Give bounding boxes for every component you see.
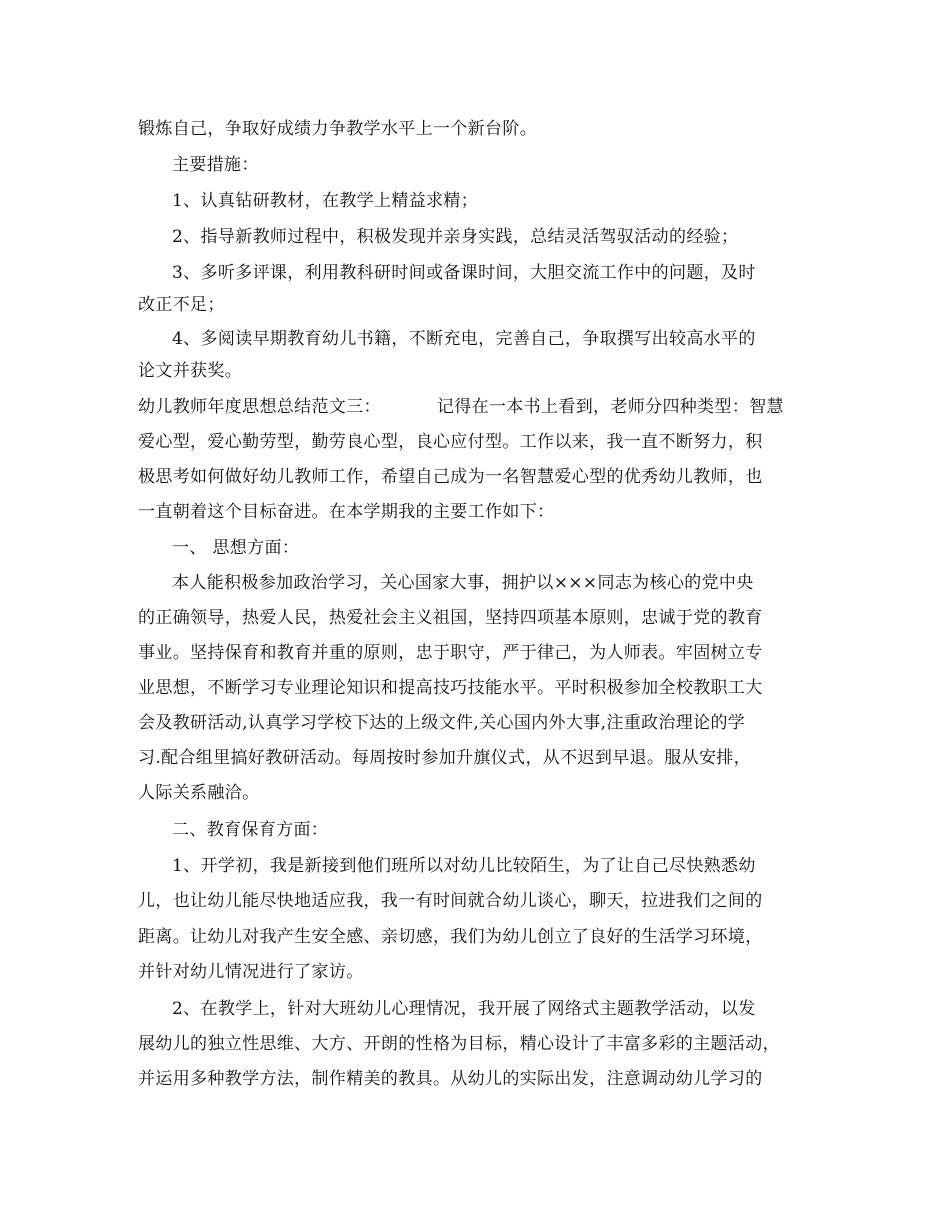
text-line	[138, 395, 828, 419]
text-line: 爱心型，爱心勤劳型，勤劳良心型，良心应付型。工作以来，我一直不断努力，积	[138, 432, 763, 452]
text-line: 锻炼自己，争取好成绩力争教学水平上一个新台阶。	[138, 119, 538, 139]
text-line: 业思想，不断学习专业理论知识和提高技巧技能水平。平时积极参加全校教职工大	[138, 678, 763, 698]
section-heading: 二、教育保育方面：	[172, 820, 329, 840]
text-line: 人际关系融洽。	[138, 783, 260, 803]
paragraph-line: 2、在教学上，针对大班幼儿心理情况，我开展了网络式主题教学活动，以发	[172, 999, 756, 1019]
list-item: 2、指导新教师过程中，积极发现并亲身实践，总结灵活驾驭活动的经验；	[172, 227, 739, 247]
text-line: 距离。让幼儿对我产生安全感、亲切感，我们为幼儿创立了良好的生活学习环境，	[138, 927, 763, 947]
text-line: 展幼儿的独立性思维、大方、开朗的性格为目标，精心设计了丰富多彩的主题活动，	[138, 1034, 780, 1054]
list-item: 3、多听多评课，利用教科研时间或备课时间，大胆交流工作中的问题，及时	[172, 263, 756, 283]
text-line: 事业。坚持保育和教育并重的原则，忠于职守，严于律己，为人师表。牢固树立专	[138, 643, 763, 663]
document-title: 幼儿教师年度思想总结范文三：	[138, 397, 381, 417]
paragraph-start: 记得在一本书上看到，老师分四种类型：智慧	[436, 397, 784, 417]
paragraph-line: 本人能积极参加政治学习，关心国家大事，拥护以×××同志为核心的党中央	[172, 573, 754, 593]
text-line: 一直朝着这个目标奋进。在本学期我的主要工作如下：	[138, 502, 555, 522]
list-item: 4、多阅读早期教育幼儿书籍，不断充电，完善自己，争取撰写出较高水平的	[172, 329, 756, 349]
text-line: 极思考如何做好幼儿教师工作，希望自己成为一名智慧爱心型的优秀幼儿教师，也	[138, 467, 763, 487]
text-line: 并针对幼儿情况进行了家访。	[138, 962, 364, 982]
text-line: 会及教研活动,认真学习学校下达的上级文件,关心国内外大事,注重政治理论的学	[138, 713, 746, 733]
text-line: 的正确领导，热爱人民，热爱社会主义祖国，坚持四项基本原则，忠诚于党的教育	[138, 608, 763, 628]
text-line: 并运用多种教学方法，制作精美的教具。从幼儿的实际出发，注意调动幼儿学习的	[138, 1069, 763, 1089]
list-item: 1、认真钻研教材，在教学上精益求精；	[172, 191, 479, 211]
text-line: 儿，也让幼儿能尽快地适应我，我一有时间就合幼儿谈心，聊天，拉进我们之间的	[138, 891, 763, 911]
section-heading: 主要措施：	[172, 155, 259, 175]
text-line: 习.配合组里搞好教研活动。每周按时参加升旗仪式，从不迟到早退。服从安排，	[138, 748, 752, 768]
text-line: 改正不足；	[138, 295, 225, 315]
text-line: 论文并获奖。	[138, 361, 243, 381]
paragraph-line: 1、开学初，我是新接到他们班所以对幼儿比较陌生，为了让自己尽快熟悉幼	[172, 856, 756, 876]
section-heading: 一、 思想方面：	[172, 538, 300, 558]
